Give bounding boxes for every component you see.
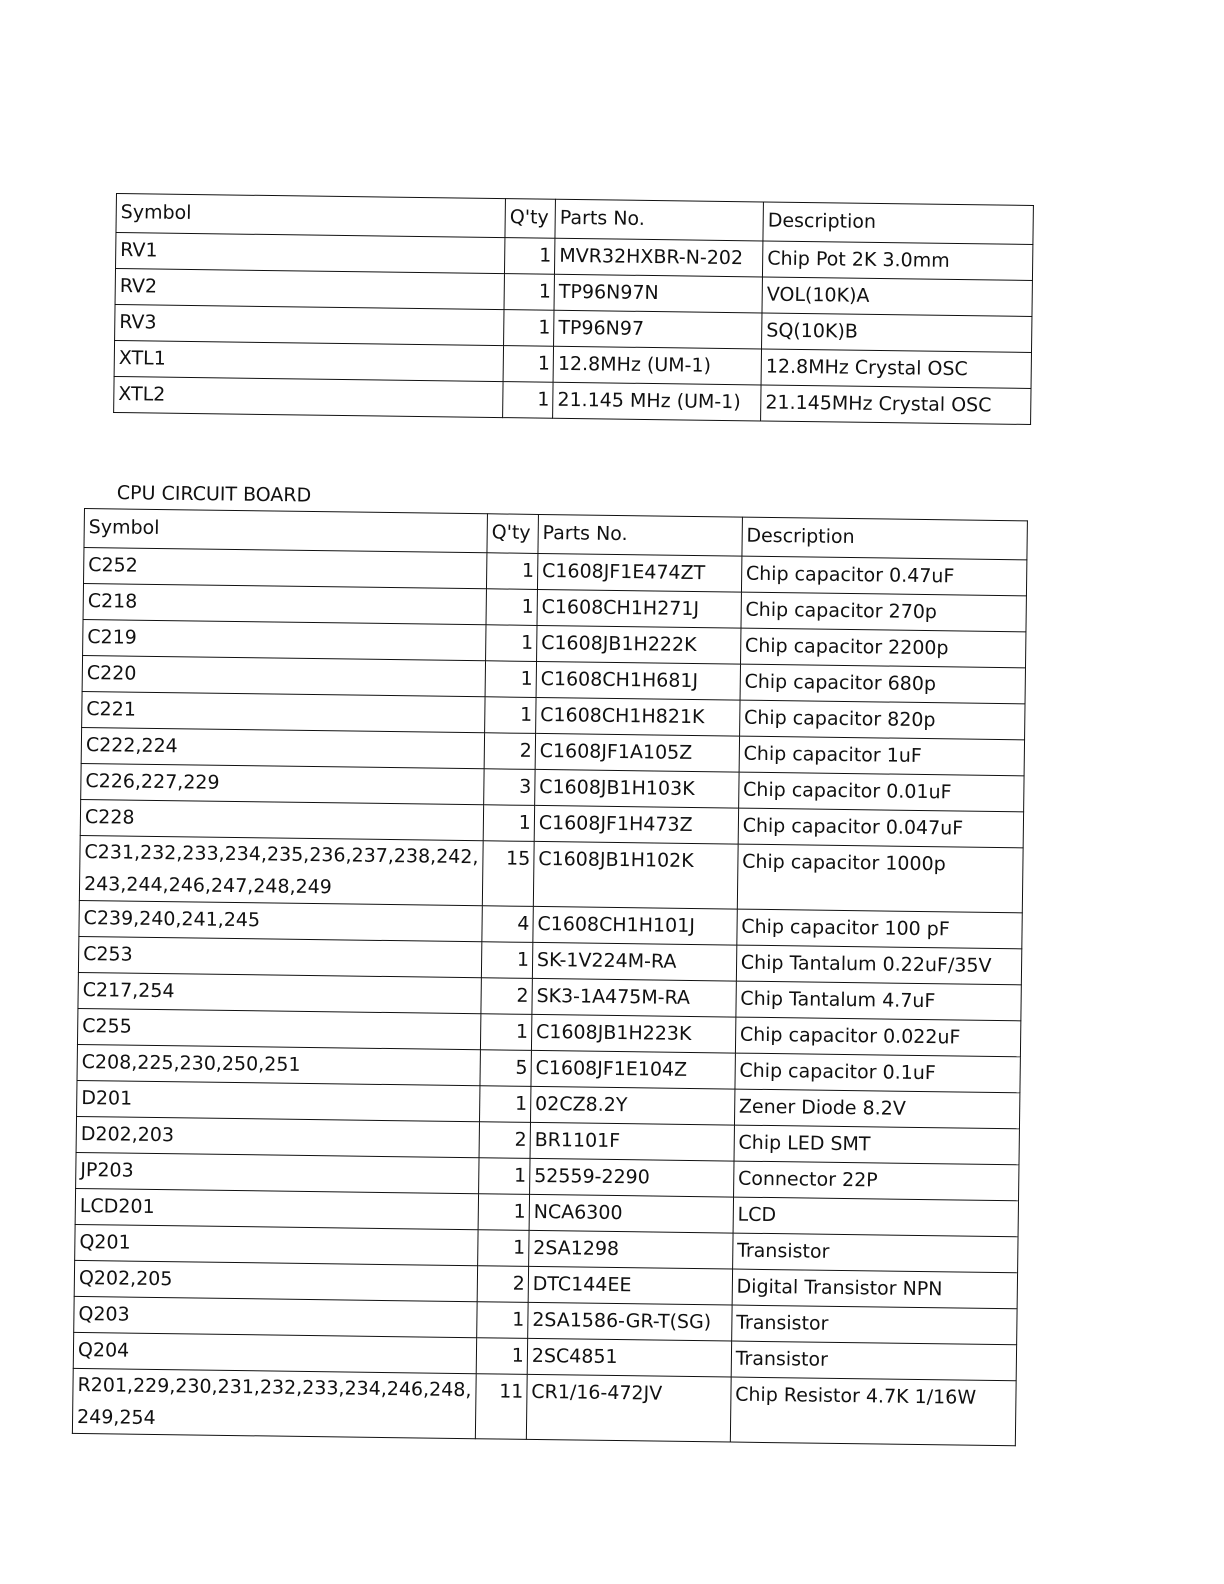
cell-parts-no: 21.145 MHz (UM-1) xyxy=(553,382,761,421)
cell-symbol: C252 xyxy=(84,548,487,589)
cell-qty: 5 xyxy=(480,1050,531,1087)
cell-parts-no: SK3-1A475M-RA xyxy=(532,978,736,1017)
cell-symbol: C255 xyxy=(77,1008,480,1049)
cell-parts-no: 2SA1586-GR-T(SG) xyxy=(528,1302,732,1341)
cell-parts-no: 2SA1298 xyxy=(528,1230,732,1269)
cell-description: Chip capacitor 820p xyxy=(739,700,1025,740)
cell-description: Chip capacitor 680p xyxy=(740,664,1026,704)
parts-table-cpu-board xyxy=(72,508,1028,1446)
cell-qty: 1 xyxy=(485,661,536,698)
table-row xyxy=(72,1368,1016,1445)
header-parts-no: Parts No. xyxy=(555,199,763,241)
cell-parts-no: C1608CH1H101J xyxy=(533,906,737,945)
cell-parts-no: C1608JF1E104Z xyxy=(531,1050,735,1089)
table-row xyxy=(79,835,1023,912)
cell-description: Chip Tantalum 4.7uF xyxy=(736,981,1022,1021)
cell-symbol: C231,232,233,234,235,236,237,238,242, 243,244,246,247,248,249 xyxy=(79,835,483,905)
cell-qty: 1 xyxy=(486,625,537,662)
cell-symbol: D202,203 xyxy=(76,1116,479,1157)
cell-parts-no: BR1101F xyxy=(530,1122,734,1161)
cell-qty: 1 xyxy=(479,1158,530,1195)
cell-description: Chip capacitor 2200p xyxy=(740,628,1026,668)
cell-description: 12.8MHz Crystal OSC xyxy=(761,349,1031,389)
cell-parts-no: C1608JB1H102K xyxy=(533,841,738,909)
header-description: Description xyxy=(742,517,1028,560)
cell-description: Chip capacitor 0.022uF xyxy=(735,1017,1021,1057)
cell-symbol: C208,225,230,250,251 xyxy=(77,1044,480,1085)
cell-qty: 1 xyxy=(504,310,554,347)
cell-description: Connector 22P xyxy=(733,1161,1019,1201)
cell-qty: 2 xyxy=(481,978,532,1015)
cell-symbol: C253 xyxy=(78,936,481,977)
cell-symbol: R201,229,230,231,232,233,234,246,248, 249,254 xyxy=(72,1368,476,1438)
cell-symbol: Q202,205 xyxy=(74,1260,477,1301)
cell-parts-no: C1608CH1H271J xyxy=(537,589,741,628)
cell-symbol: C226,227,229 xyxy=(81,763,484,804)
cell-description: Transistor xyxy=(732,1233,1018,1273)
cell-qty: 1 xyxy=(503,346,553,383)
cell-symbol: RV3 xyxy=(115,304,505,345)
cell-symbol: C219 xyxy=(83,619,486,660)
header-symbol: Symbol xyxy=(84,509,487,553)
cell-parts-no: C1608JB1H103K xyxy=(535,769,739,808)
cell-description: Digital Transistor NPN xyxy=(732,1269,1018,1309)
cell-symbol: C228 xyxy=(80,799,483,840)
cell-qty: 1 xyxy=(485,697,536,734)
section-title: CPU CIRCUIT BOARD xyxy=(116,482,312,507)
cell-parts-no: C1608JF1H473Z xyxy=(534,805,738,844)
cell-description: Zener Diode 8.2V xyxy=(734,1089,1020,1129)
cell-parts-no: 12.8MHz (UM-1) xyxy=(553,346,761,385)
cell-description: Chip Resistor 4.7K 1/16W xyxy=(730,1377,1016,1446)
cell-parts-no: SK-1V224M-RA xyxy=(532,942,736,981)
cell-qty: 1 xyxy=(486,553,537,590)
cell-description: Chip capacitor 1000p xyxy=(737,844,1023,913)
cell-qty: 1 xyxy=(486,589,537,626)
cell-qty: 11 xyxy=(475,1374,527,1440)
cell-symbol: XTL1 xyxy=(114,340,504,381)
cell-parts-no: C1608JB1H222K xyxy=(536,625,740,664)
header-qty: Q'ty xyxy=(505,199,555,239)
cell-description: Chip capacitor 100 pF xyxy=(737,909,1023,949)
cell-symbol: Q201 xyxy=(75,1224,478,1265)
cell-symbol: Q204 xyxy=(73,1332,476,1373)
cell-description: Chip capacitor 0.47uF xyxy=(741,556,1027,596)
cell-symbol: JP203 xyxy=(76,1152,479,1193)
cell-parts-no: MVR32HXBR-N-202 xyxy=(555,238,763,277)
cell-qty: 3 xyxy=(484,769,535,806)
cell-symbol: Q203 xyxy=(74,1296,477,1337)
cell-symbol: C220 xyxy=(82,655,485,696)
cell-qty: 1 xyxy=(505,238,555,275)
cell-symbol: C222,224 xyxy=(81,727,484,768)
cell-description: Chip Pot 2K 3.0mm xyxy=(763,241,1033,281)
cell-description: Chip Tantalum 0.22uF/35V xyxy=(736,945,1022,985)
cell-qty: 1 xyxy=(476,1338,527,1375)
cell-parts-no: C1608CH1H681J xyxy=(536,661,740,700)
cell-parts-no: C1608CH1H821K xyxy=(535,697,739,736)
cell-qty: 1 xyxy=(481,942,532,979)
cell-parts-no: 02CZ8.2Y xyxy=(530,1086,734,1125)
header-parts-no: Parts No. xyxy=(538,514,742,556)
cell-description: Chip capacitor 0.047uF xyxy=(738,808,1024,848)
cell-qty: 1 xyxy=(503,382,553,419)
cell-qty: 1 xyxy=(478,1230,529,1267)
cell-parts-no: CR1/16-472JV xyxy=(526,1374,731,1442)
cell-description: SQ(10K)B xyxy=(762,313,1032,353)
cell-symbol: C217,254 xyxy=(78,972,481,1013)
cell-qty: 2 xyxy=(477,1266,528,1303)
cell-description: Chip LED SMT xyxy=(734,1125,1020,1165)
cell-parts-no: C1608JF1E474ZT xyxy=(537,553,741,592)
cell-qty: 2 xyxy=(484,733,535,770)
cell-symbol: RV2 xyxy=(115,269,505,310)
parts-table-top xyxy=(113,193,1034,425)
header-symbol: Symbol xyxy=(116,194,506,238)
cell-symbol: C221 xyxy=(82,691,485,732)
cell-qty: 4 xyxy=(482,906,533,943)
cell-description: 21.145MHz Crystal OSC xyxy=(761,385,1031,425)
cell-qty: 15 xyxy=(482,841,534,907)
cell-symbol: LCD201 xyxy=(75,1188,478,1229)
cell-description: Chip capacitor 0.01uF xyxy=(738,772,1024,812)
cell-qty: 1 xyxy=(480,1014,531,1051)
cell-qty: 1 xyxy=(483,805,534,842)
cell-symbol: XTL2 xyxy=(114,376,504,417)
cell-description: Chip capacitor 1uF xyxy=(739,736,1025,776)
cell-description: Transistor xyxy=(731,1341,1017,1381)
cell-description: Chip capacitor 0.1uF xyxy=(735,1053,1021,1093)
cell-symbol: RV1 xyxy=(116,233,506,274)
header-description: Description xyxy=(763,202,1033,245)
cell-symbol: C239,240,241,245 xyxy=(79,900,482,941)
cell-description: Transistor xyxy=(731,1305,1017,1345)
cell-description: Chip capacitor 270p xyxy=(741,592,1027,632)
cell-symbol: D201 xyxy=(77,1080,480,1121)
cell-parts-no: TP96N97N xyxy=(554,274,762,313)
cell-parts-no: C1608JB1H223K xyxy=(531,1014,735,1053)
cell-parts-no: 2SC4851 xyxy=(527,1338,731,1377)
cell-qty: 1 xyxy=(480,1086,531,1123)
cell-qty: 1 xyxy=(504,274,554,311)
header-qty: Q'ty xyxy=(487,514,538,554)
cell-description: VOL(10K)A xyxy=(762,277,1032,317)
cell-parts-no: DTC144EE xyxy=(528,1266,732,1305)
cell-qty: 1 xyxy=(478,1194,529,1231)
cell-parts-no: TP96N97 xyxy=(554,310,762,349)
cell-description: LCD xyxy=(733,1197,1019,1237)
cell-parts-no: C1608JF1A105Z xyxy=(535,733,739,772)
cell-symbol: C218 xyxy=(83,584,486,625)
cell-qty: 1 xyxy=(477,1302,528,1339)
cell-qty: 2 xyxy=(479,1122,530,1159)
cell-parts-no: 52559-2290 xyxy=(529,1158,733,1197)
cell-parts-no: NCA6300 xyxy=(529,1194,733,1233)
